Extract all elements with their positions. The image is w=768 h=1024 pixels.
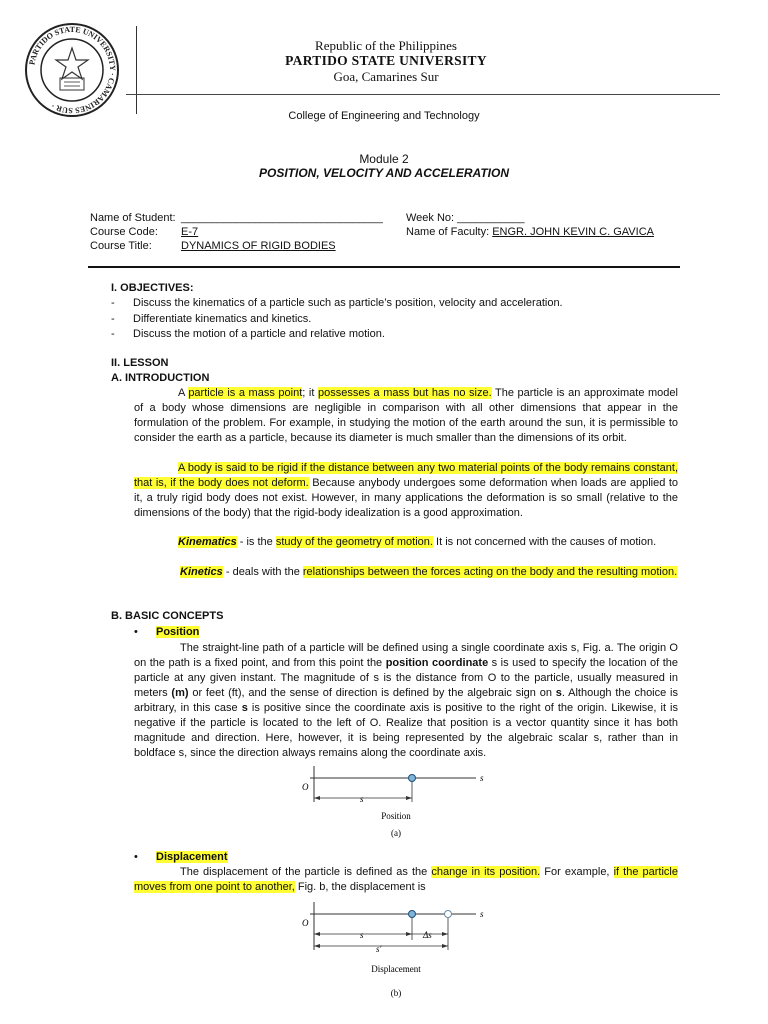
highlight: study of the geometry of motion.: [275, 536, 433, 548]
displacement-figure: [290, 900, 500, 1004]
course-title-value: DYNAMICS OF RIGID BODIES: [181, 240, 336, 252]
university-seal: [22, 20, 122, 120]
position-paragraph: The straight-line path of a particle will be defined using a single coordinate axis s, Fig. a. The origin O on the path is a fixed point, and from this point the position coordinate s is used to specify the location of the particle at any given instant. The magnitude of s is the distance from O to the particle, usually measured in meters (m) or feet (ft), and the sense of direction is defined by the algebraic sign on s. Although the choice is arbitrary, in this case s is positive since the coordinate axis is positive to the right of the origin. Likewise, it is negative if the particle is located to the left of O. Realize that position is a vector quantity since it has both magnitude and direction. Here, however, it is being represented by the algebraic scalar s, rather than in boldface s, since the direction always remains along the coordinate axis.: [134, 642, 679, 759]
dimension-label: s: [360, 794, 364, 804]
delta-s-label: Δs: [423, 930, 432, 940]
origin-label: O: [302, 782, 309, 792]
seal-text: PARTIDO STATE UNIVERSITY · CAMARINES SUR ·: [27, 24, 118, 116]
module-title: POSITION, VELOCITY AND ACCELERATION: [258, 166, 509, 180]
week-field: ___________: [457, 212, 525, 224]
list-item: - Differentiate kinematics and kinetics.: [111, 312, 691, 328]
list-item: - Discuss the kinematics of a particle such as particle’s position, velocity and acceleration.: [111, 296, 691, 312]
header-rule: [126, 94, 720, 95]
college-name: College of Engineering and Technology: [288, 110, 480, 122]
basic-concepts-heading: B. BASIC CONCEPTS: [111, 610, 224, 622]
course-title-label: Course Title:: [90, 240, 152, 252]
kinetics-definition: Kinetics - deals with the relationships between the forces acting on the body and the resulting motion.: [180, 566, 678, 578]
highlight: relationships between the forces acting on the body and the resulting motion.: [302, 566, 678, 578]
figure-tag: (a): [391, 828, 401, 838]
highlight: particle is a mass point: [188, 387, 303, 399]
highlight: A body is said to be rigid if the distance between any two material points of the body remains constant, that is, if the body does not deform.: [134, 462, 678, 489]
info-divider: [88, 266, 680, 268]
course-code-value: E-7: [181, 226, 199, 238]
position-label: Position: [156, 626, 200, 638]
axis-label: s: [480, 909, 484, 919]
faculty-value: ENGR. JOHN KEVIN C. GAVICA: [492, 226, 654, 238]
republic-text: Republic of the Philippines: [315, 38, 457, 53]
introduction-heading: A. INTRODUCTION: [111, 372, 210, 384]
figure-caption: Displacement: [371, 964, 421, 974]
student-label: Name of Student:: [90, 212, 176, 224]
rigid-body-paragraph: A body is said to be rigid if the distance between any two material points of the body remains constant, that is, if the body does not deform. Because anybody undergoes some deformation when loads are applied to it, a truly rigid body does not exist. However, in many applications the deformation is so small (relative to the dimensions of the body) that the rigid-body idealization is a good approximation.: [134, 462, 678, 519]
displacement-bullet: • Displacement: [134, 851, 228, 863]
lesson-heading: II. LESSON: [111, 357, 169, 369]
figure-tag: (b): [390, 988, 402, 998]
dimension-label: s: [360, 930, 364, 940]
kinematics-term: Kinematics: [178, 536, 237, 548]
figure-caption: Position: [381, 811, 411, 821]
objectives-heading: I. OBJECTIVES:: [111, 282, 194, 294]
student-name-field: _________________________________: [181, 212, 383, 224]
displacement-paragraph: The displacement of the particle is defined as the change in its position. For example, if the particle moves from one point to another, Fig. b, the displacement is: [134, 866, 678, 893]
course-code-label: Course Code:: [90, 226, 158, 238]
list-item: - Discuss the motion of a particle and relative motion.: [111, 327, 691, 343]
module-number: Module 2: [359, 152, 409, 166]
highlight: possesses a mass but has no size.: [317, 387, 492, 399]
faculty-label: Name of Faculty:: [406, 226, 490, 238]
particle-paragraph: A particle is a mass point; it possesses a mass but has no size. The particle is an approximate model of a body whose dimensions are negligible in comparison with all other dimensions that appear in the formulation of the problem. For example, in studying the motion of the earth around the sun, it is permissible to consider the earth as a particle, because its diameter is much smaller than the dimensions of its orbit.: [134, 387, 678, 444]
highlight: change in its position.: [431, 866, 541, 878]
position-figure: [290, 764, 490, 844]
highlight: if the particle moves from one point to another,: [134, 866, 678, 893]
axis-label: s: [480, 773, 484, 783]
university-name: PARTIDO STATE UNIVERSITY: [285, 53, 487, 68]
s-prime-label: s′: [376, 944, 382, 954]
displacement-label: Displacement: [156, 851, 228, 863]
kinematics-definition: Kinematics - is the study of the geometry of motion. It is not concerned with the causes of motion.: [178, 536, 657, 548]
position-bullet: • Position: [134, 626, 200, 638]
campus-location: Goa, Camarines Sur: [333, 69, 439, 84]
objectives-list: [111, 296, 691, 343]
kinetics-term: Kinetics: [180, 566, 223, 578]
week-label: Week No:: [406, 212, 455, 224]
origin-label: O: [302, 918, 309, 928]
